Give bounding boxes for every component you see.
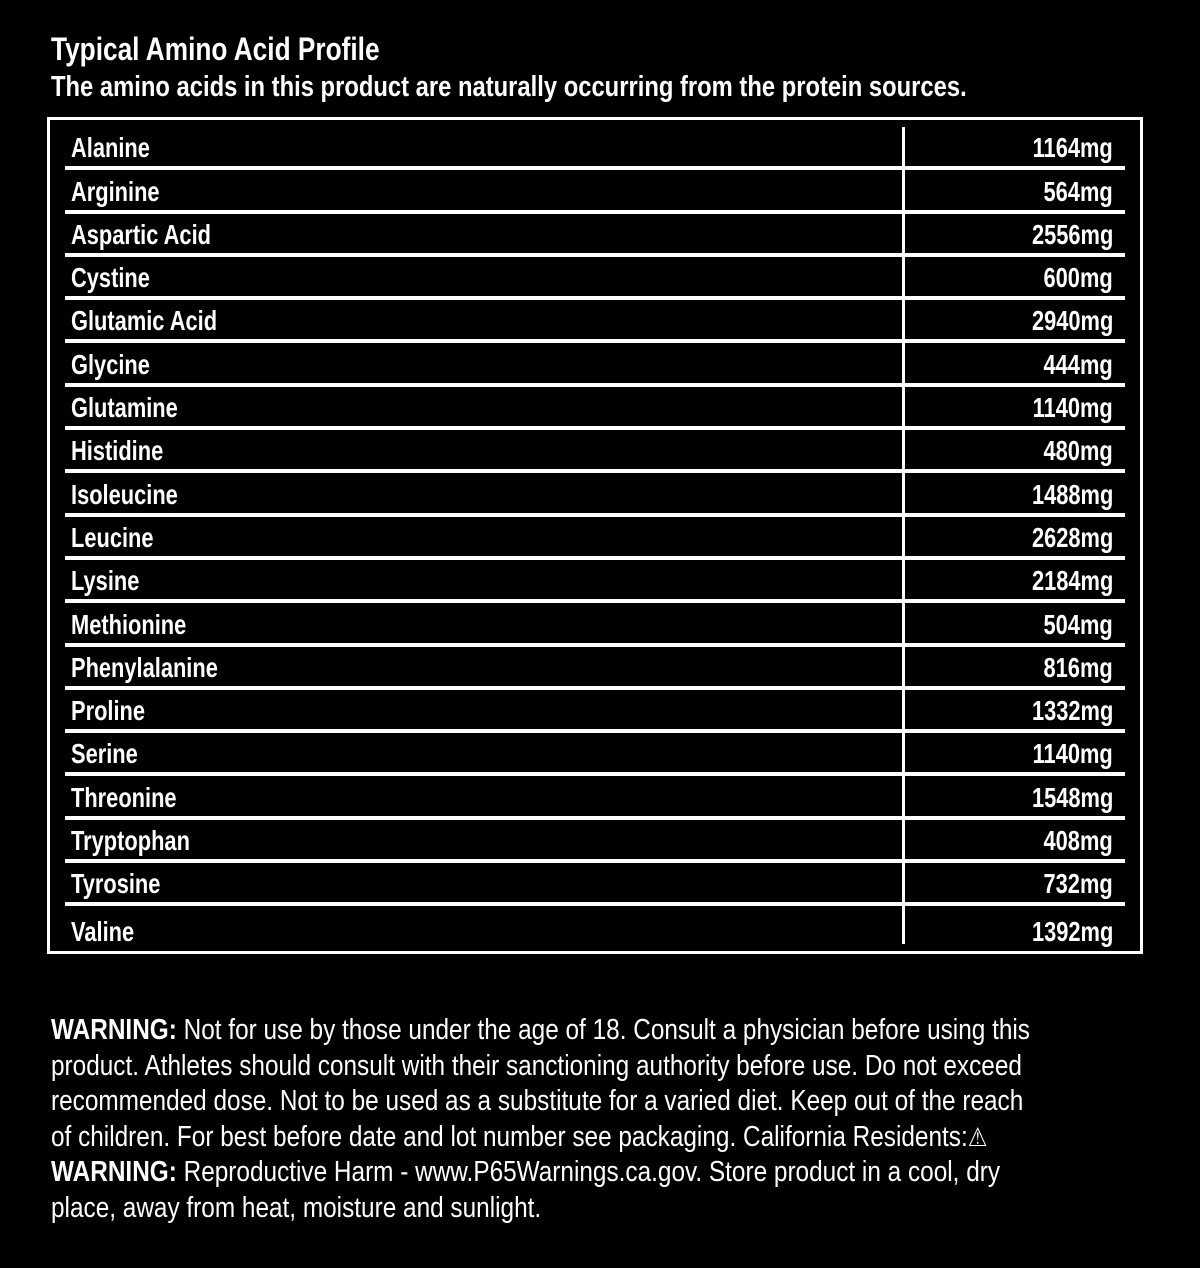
amino-acid-name: Histidine xyxy=(71,435,164,467)
amino-acid-value: 408mg xyxy=(1043,825,1113,857)
table-row xyxy=(65,473,1125,516)
table-row xyxy=(65,820,1125,863)
warning-line xyxy=(51,1120,1143,1156)
amino-acid-name: Serine xyxy=(71,738,138,770)
amino-acid-value: 564mg xyxy=(1043,175,1113,207)
table-row xyxy=(65,733,1125,776)
amino-acid-name: Alanine xyxy=(71,132,150,164)
amino-acid-name: Glycine xyxy=(71,348,150,380)
amino-acid-value: 2184mg xyxy=(1031,565,1113,597)
amino-acid-name: Tyrosine xyxy=(71,868,161,900)
amino-acid-name: Aspartic Acid xyxy=(71,218,211,250)
amino-acid-table-body xyxy=(65,127,1125,947)
table-row xyxy=(65,430,1125,473)
warning-line-text: of children. For best before date and lot number see packaging. California Residents: xyxy=(51,1120,968,1153)
table-row xyxy=(65,214,1125,257)
amino-acid-value: 1548mg xyxy=(1031,781,1113,813)
amino-acid-name: Phenylalanine xyxy=(71,651,218,683)
warning-line xyxy=(51,1155,1143,1191)
header xyxy=(51,30,1151,104)
amino-acid-value: 480mg xyxy=(1043,435,1113,467)
amino-acid-value: 1392mg xyxy=(1031,915,1113,947)
amino-acid-table xyxy=(47,117,1143,954)
amino-acid-value: 1140mg xyxy=(1032,392,1113,424)
amino-acid-value: 732mg xyxy=(1043,868,1113,900)
warning-line: place, away from heat, moisture and sunlight. xyxy=(51,1191,542,1224)
table-row xyxy=(65,647,1125,690)
amino-acid-value: 816mg xyxy=(1043,651,1113,683)
table-row xyxy=(65,906,1125,949)
table-row xyxy=(65,257,1125,300)
amino-acid-name: Glutamic Acid xyxy=(71,305,218,337)
amino-acid-name: Leucine xyxy=(71,521,154,553)
table-row xyxy=(65,603,1125,646)
amino-acid-value: 1140mg xyxy=(1032,738,1113,770)
amino-acid-value: 1488mg xyxy=(1031,478,1113,510)
amino-acid-name: Cystine xyxy=(71,262,150,294)
amino-acid-name: Lysine xyxy=(71,565,140,597)
warning-line-text: Not for use by those under the age of 18. Consult a physician before using this xyxy=(176,1014,1030,1046)
amino-acid-value: 2556mg xyxy=(1031,218,1113,250)
amino-acid-name: Glutamine xyxy=(71,392,178,424)
amino-acid-name: Valine xyxy=(71,915,135,947)
page-title: Typical Amino Acid Profile xyxy=(51,31,380,67)
table-row xyxy=(65,776,1125,819)
amino-acid-name: Methionine xyxy=(71,608,187,640)
table-row xyxy=(65,127,1125,170)
table-row xyxy=(65,170,1125,213)
table-row xyxy=(65,343,1125,386)
amino-acid-value: 1332mg xyxy=(1031,695,1113,727)
table-row xyxy=(65,560,1125,603)
warning-triangle-icon: ⚠ xyxy=(967,1121,988,1152)
table-row xyxy=(65,300,1125,343)
warning-line: recommended dose. Not to be used as a substitute for a varied diet. Keep out of the reach xyxy=(51,1085,1024,1117)
page-subtitle: The amino acids in this product are naturally occurring from the protein sources. xyxy=(51,71,967,103)
amino-acid-value: 2628mg xyxy=(1031,521,1113,553)
table-row xyxy=(65,517,1125,560)
warning-text xyxy=(51,1013,1143,1226)
table-row xyxy=(65,387,1125,430)
amino-acid-name: Proline xyxy=(71,695,146,727)
amino-acid-name: Threonine xyxy=(71,781,177,813)
amino-acid-value: 1164mg xyxy=(1032,132,1113,164)
warning-line xyxy=(51,1013,1143,1049)
amino-acid-name: Isoleucine xyxy=(71,478,178,510)
amino-acid-value: 444mg xyxy=(1043,348,1113,380)
warning-label: WARNING: xyxy=(51,1014,177,1046)
warning-line: product. Athletes should consult with their sanctioning authority before use. Do not exceed xyxy=(51,1049,1022,1082)
warning-line-text: Reproductive Harm - www.P65Warnings.ca.gov. Store product in a cool, dry xyxy=(176,1156,1001,1188)
amino-acid-name: Arginine xyxy=(71,175,160,207)
amino-acid-value: 2940mg xyxy=(1031,305,1113,337)
table-row xyxy=(65,863,1125,906)
amino-acid-value: 504mg xyxy=(1043,608,1113,640)
amino-acid-value: 600mg xyxy=(1043,262,1113,294)
amino-acid-name: Tryptophan xyxy=(71,825,190,857)
table-row xyxy=(65,690,1125,733)
warning-label: WARNING: xyxy=(51,1156,177,1188)
